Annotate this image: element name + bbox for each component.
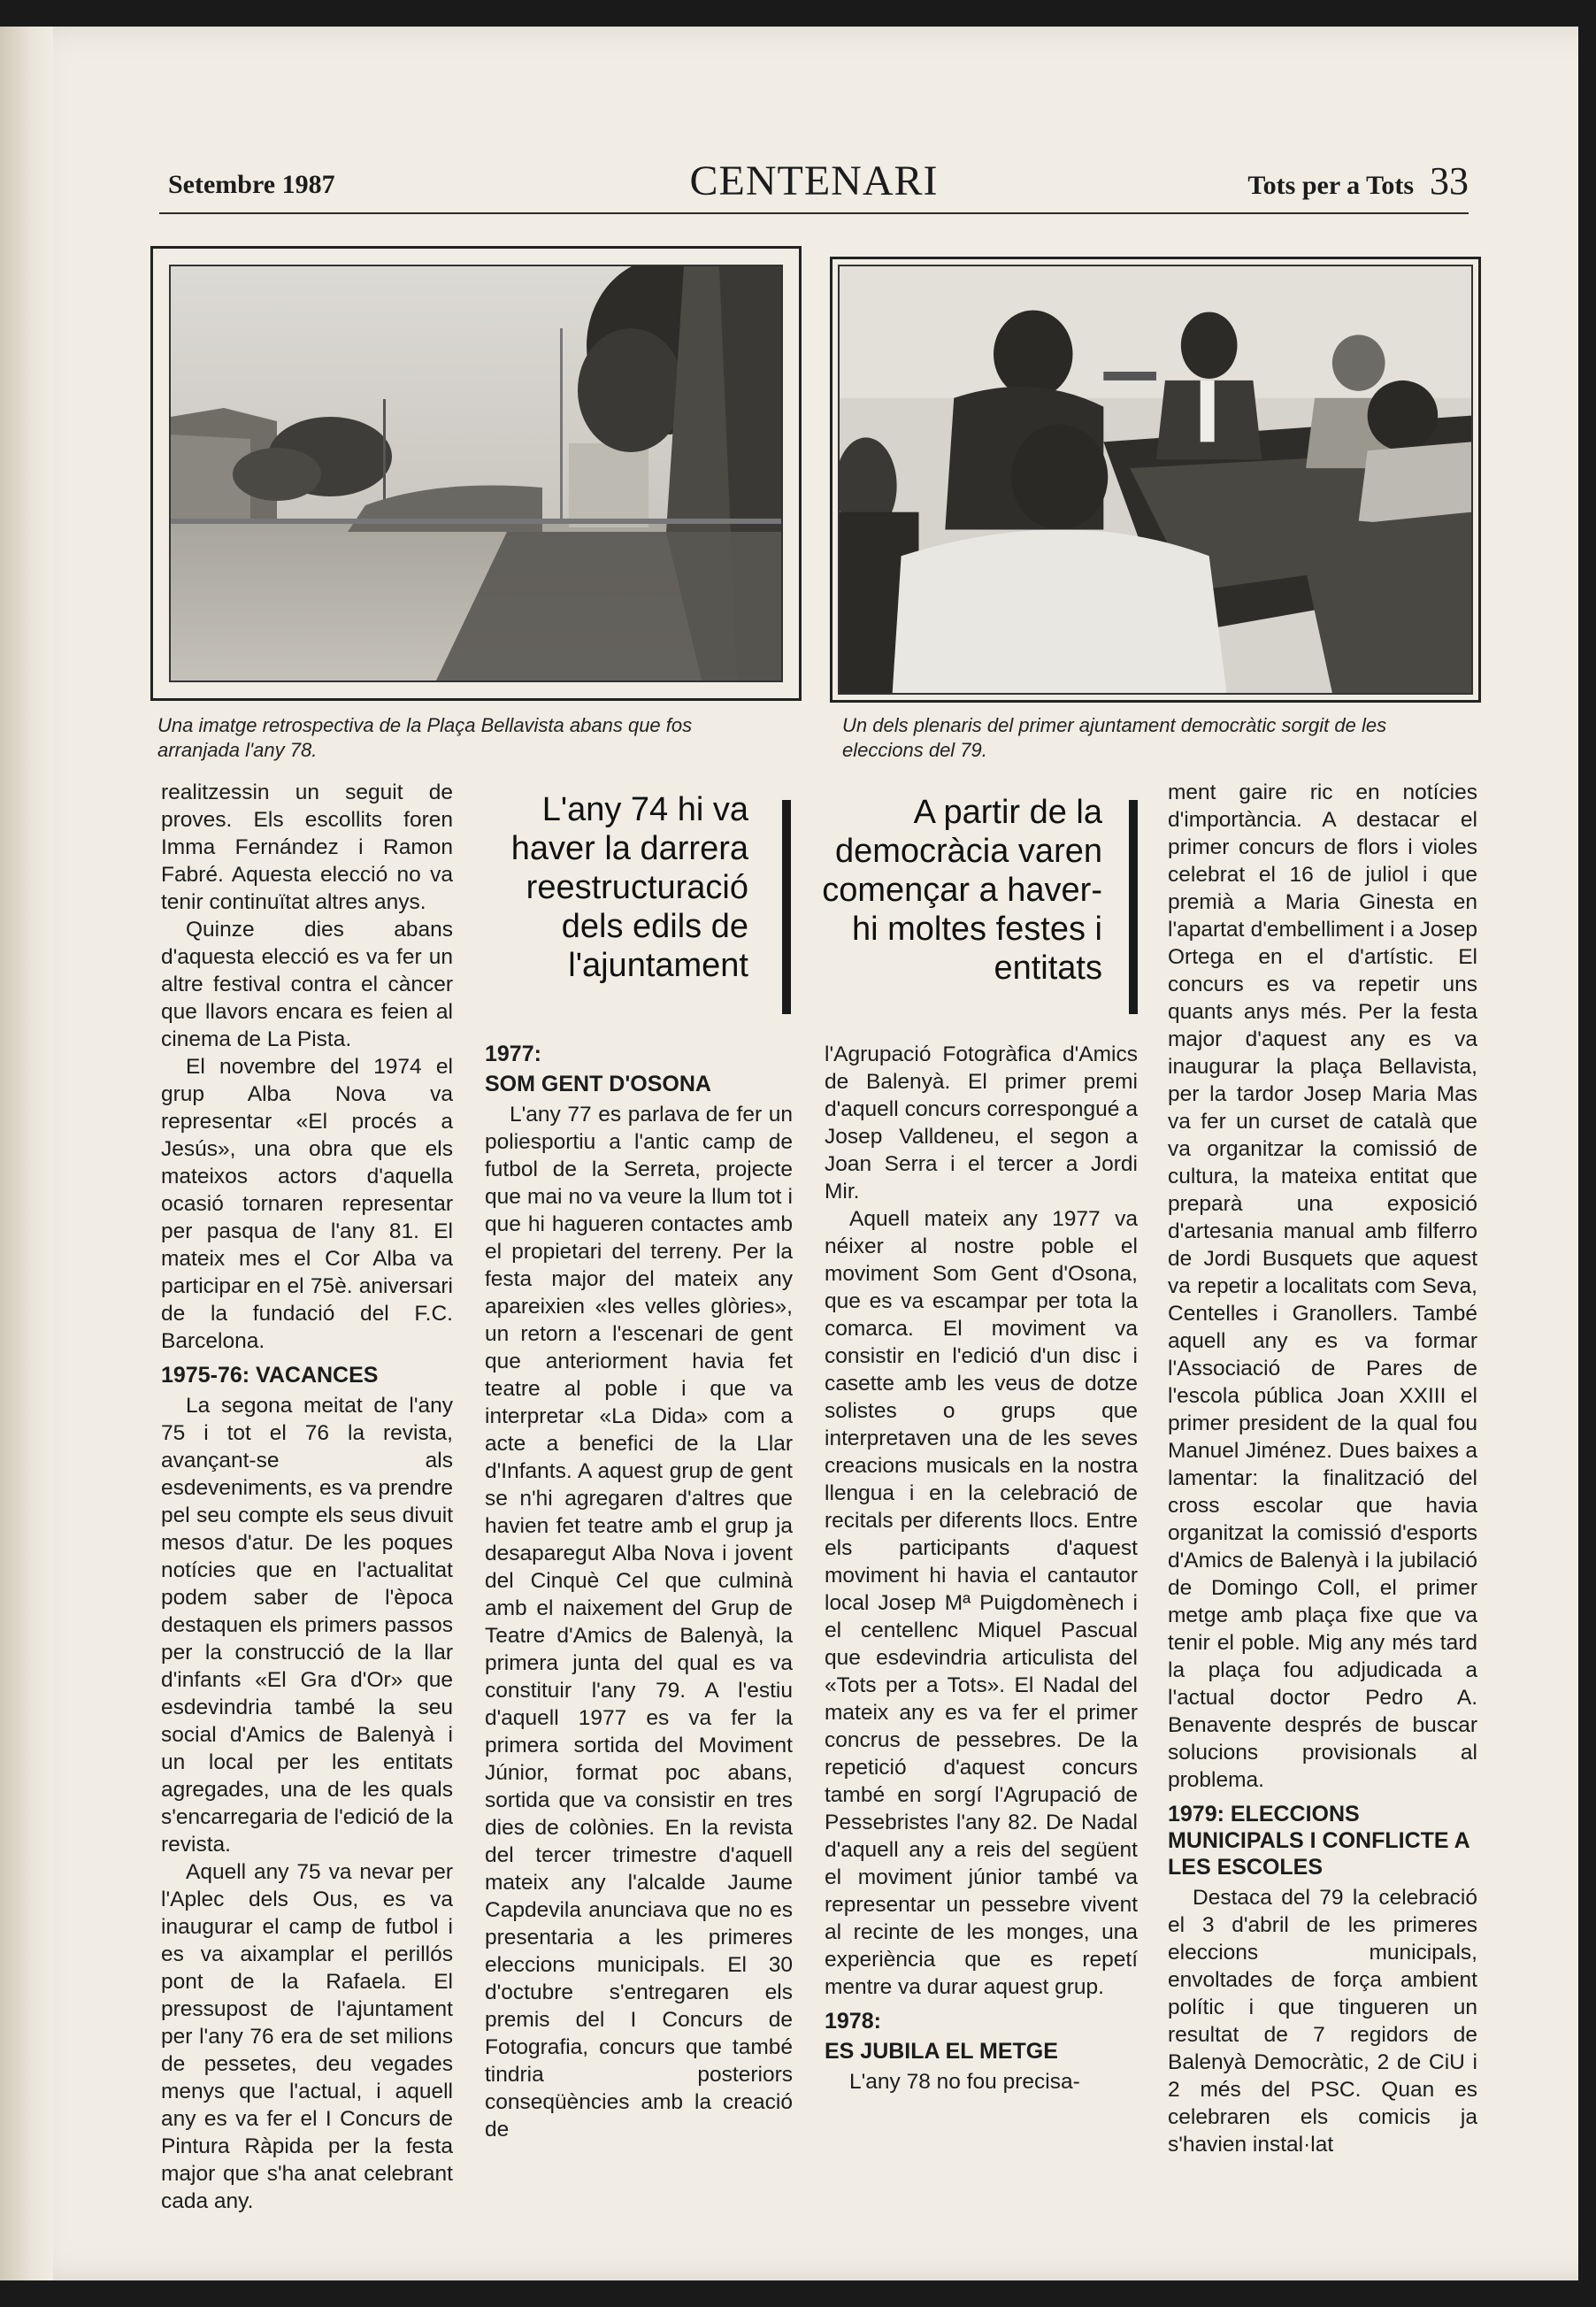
- photo-plenari: [830, 257, 1481, 703]
- publication-block: [1247, 158, 1469, 204]
- photo-right-caption: Un dels plenaris del primer ajuntament democràtic sorgit de les eleccions del 79.: [842, 714, 1387, 761]
- col3-paragraph-3: L'any 78 no fou precisa-: [849, 2070, 1080, 2094]
- article-column-1: [161, 779, 453, 2215]
- page-number: 33: [1430, 159, 1469, 203]
- photo-left-caption: Una imatge retrospectiva de la Plaça Bellavista abans que fos arranjada l'any 78.: [157, 714, 693, 761]
- col1-paragraph-3: El novembre del 1974 el grup Alba Nova va representar «El procés a Jesús», una obra que els mateixos actors d'aquella ocasió tornaren representar per pasqua de l'any 81. El mateix mes el Cor Alba va participar en el 75è. aniversari de la fundació del F.C. Barcelona.: [161, 1055, 453, 1353]
- col2-paragraph-1: L'any 77 es parlava de fer un poliesportiu a l'antic camp de futbol de la Serreta, projecte que mai no va veure la llum tot i que hi hagueren contactes amb el propietari del terreny. Per la festa major del mateix any apareixien «les velles glòries», un retorn a l'escenari de gent que anteriorment havia fet teatre al poble i que va interpretar «La Dida» com a acte a benefici de la Llar d'Infants. A aquest grup de gent se n'hi agregaren d'altres que havien fet teatre amb el grup ja desaparegut Alba Nova i jovent del Cinquè Cel que culminà amb el naixement del Grup de Teatre d'Amics de Balenyà, la primera junta del qual es va constituir l'any 79. A l'estiu d'aquell 1977 es va fer la primera sortida del Moviment Júnior, format poc abans, sortida que va consistir en tres dies de colònies. En la revista del tercer trimestre d'aquell mateix any l'alcalde Jaume Capdevila anunciava que no es presentaria a les primeres eleccions municipals. El 30 d'octubre s'entregaren els premis del I Concurs de Fotografia, concurs que també tindria posteriors conseqüències amb la creació de: [485, 1103, 793, 2142]
- article-column-3: [825, 1041, 1138, 2096]
- pullquote-1-bar: [782, 800, 791, 1014]
- col1-paragraph-1: realitzessin un seguit de proves. Els escollits foren Imma Fernández i Ramon Fabré. Aquesta elecció no va tenir continuïtat altres anys.: [161, 781, 453, 914]
- col3-heading-year: 1978:: [825, 2009, 881, 2034]
- article-column-4: [1168, 779, 1477, 2158]
- col4-paragraph-1: ment gaire ric en notícies d'importància. A destacar el primer concurs de flors i violes celebrat el 16 de juliol i que premià a Maria Ginesta en l'apartat d'embelliment i a Josep Ortega en el d'artístic. El concurs es va repetir uns quants anys més. Per la festa major d'aquest any es va inaugurar la plaça Bellavista, per la tardor Josep Maria Mas va fer un curset de català que va organitzar la comissió de cultura, la mateixa entitat que preparà una exposició d'artesania manual amb filferro de Jordi Busquets que aquest va repetir a localitats com Seva, Centelles i Granollers. També aquell any es va formar l'Associació de Pares de l'escola pública Joan XXIII el primer president de la qual fou Manuel Jiménez. Dues baixes a lamentar: la finalització del cross escolar que havia organitzat la comissió d'esports d'Amics de Balenyà i la jubilació de Domingo Coll, el primer metge amb plaça fixe que va tenir el poble. Mig any més tard la plaça fou adjudicada a l'actual doctor Pedro A. Benavente després de buscar solucions provisionals al problema.: [1168, 781, 1477, 1792]
- col1-paragraph-2: Quinze dies abans d'aquesta elecció es va fer un altre festival contra el càncer que llavors encara es feien al cinema de La Pista.: [161, 918, 453, 1051]
- col4-paragraph-2: Destaca del 79 la celebració el 3 d'abril de les primeres eleccions municipals, envoltades de força ambient polític i que tingueren un resultat de 7 regidors de Balenyà Democràtic, 2 de CiU i 2 més del PSC. Quan es celebraren els comicis ja s'havien instal·lat: [1168, 1886, 1477, 2157]
- col4-heading-1979: 1979: ELECCIONS MUNICIPALS I CONFLICTE A LES ESCOLES: [1168, 1802, 1469, 1880]
- section-title: CENTENARI: [689, 158, 939, 204]
- col3-heading-title: ES JUBILA EL METGE: [825, 2039, 1058, 2064]
- article-column-2: [485, 1041, 793, 2143]
- pullquote-2: A partir de la democràcia varen començar a haver-hi moltes festes i entitats: [822, 794, 1102, 987]
- page-gutter: [0, 27, 53, 2280]
- photo-plenari-image: [838, 265, 1473, 695]
- col2-heading-title: SOM GENT D'OSONA: [485, 1072, 711, 1096]
- col1-paragraph-4: La segona meitat de l'any 75 i tot el 76 la revista, avançant-se als esdeveniments, es va prendre pel seu compte els seus divuit mesos d'atur. De les poques notícies que en l'actualitat podem saber de l'època destaquen els primers passos per la construcció de la llar d'infants «El Gra d'Or» que esdevindria també la seu social d'Amics de Balenyà i un local per les entitats agregades, una de les quals s'encarregaria de l'edició de la revista.: [161, 1394, 453, 1857]
- page-header: [159, 142, 1469, 214]
- col1-heading-1975-76: 1975-76: VACANCES: [161, 1363, 379, 1388]
- col1-paragraph-5: Aquell any 75 va nevar per l'Aplec dels Ous, es va inaugurar el camp de futbol i es va aixamplar el perillós pont de la Rafaela. El pressupost de l'ajuntament per l'any 76 era de set milions de pessetes, deu vegades menys que l'actual, i aquell any es va fer el I Concurs de Pintura Ràpida per la festa major que s'ha anat celebrant cada any.: [161, 1860, 453, 2213]
- pullquote-2-bar: [1129, 800, 1138, 1014]
- photo-placa-bellavista: [150, 246, 802, 701]
- col2-heading-year: 1977:: [485, 1042, 541, 1066]
- pullquote-1: L'any 74 hi va haver la darrera reestructuració dels edils de l'ajuntament: [510, 791, 748, 984]
- photo-placa-bellavista-image: [169, 265, 783, 682]
- publication-name: Tots per a Tots: [1247, 171, 1414, 200]
- col3-paragraph-1: l'Agrupació Fotogràfica d'Amics de Balenyà. El primer premi d'aquell concurs correspongué a Josep Valldeneu, el segon a Joan Serra i el tercer a Jordi Mir.: [825, 1042, 1138, 1203]
- col3-paragraph-2: Aquell mateix any 1977 va néixer al nostre poble el moviment Som Gent d'Osona, que es va escampar per tota la comarca. El moviment va consistir en l'edició d'un disc i casette amb les veus de dotze solistes o grups que interpretaven una de les seves creacions musicals en la nostra llengua i en la celebració de recitals per diferents llocs. Entre els participants d'aquest moviment hi havia el cantautor local Josep Mª Puigdomènech i el centellenc Miquel Pascual que esdevindria articulista del «Tots per a Tots». El Nadal del mateix any es va fer el primer concrus de pessebres. De la repetició d'aquest concurs també en sorgí l'Agrupació de Pessebristes l'any 82. De Nadal d'aquell any a reis del següent el moviment júnior també va representar un pessebre vivent al recinte de les monges, una experiència que es repetí mentre va durar aquest grup.: [825, 1207, 1138, 1999]
- issue-date: Setembre 1987: [168, 170, 335, 199]
